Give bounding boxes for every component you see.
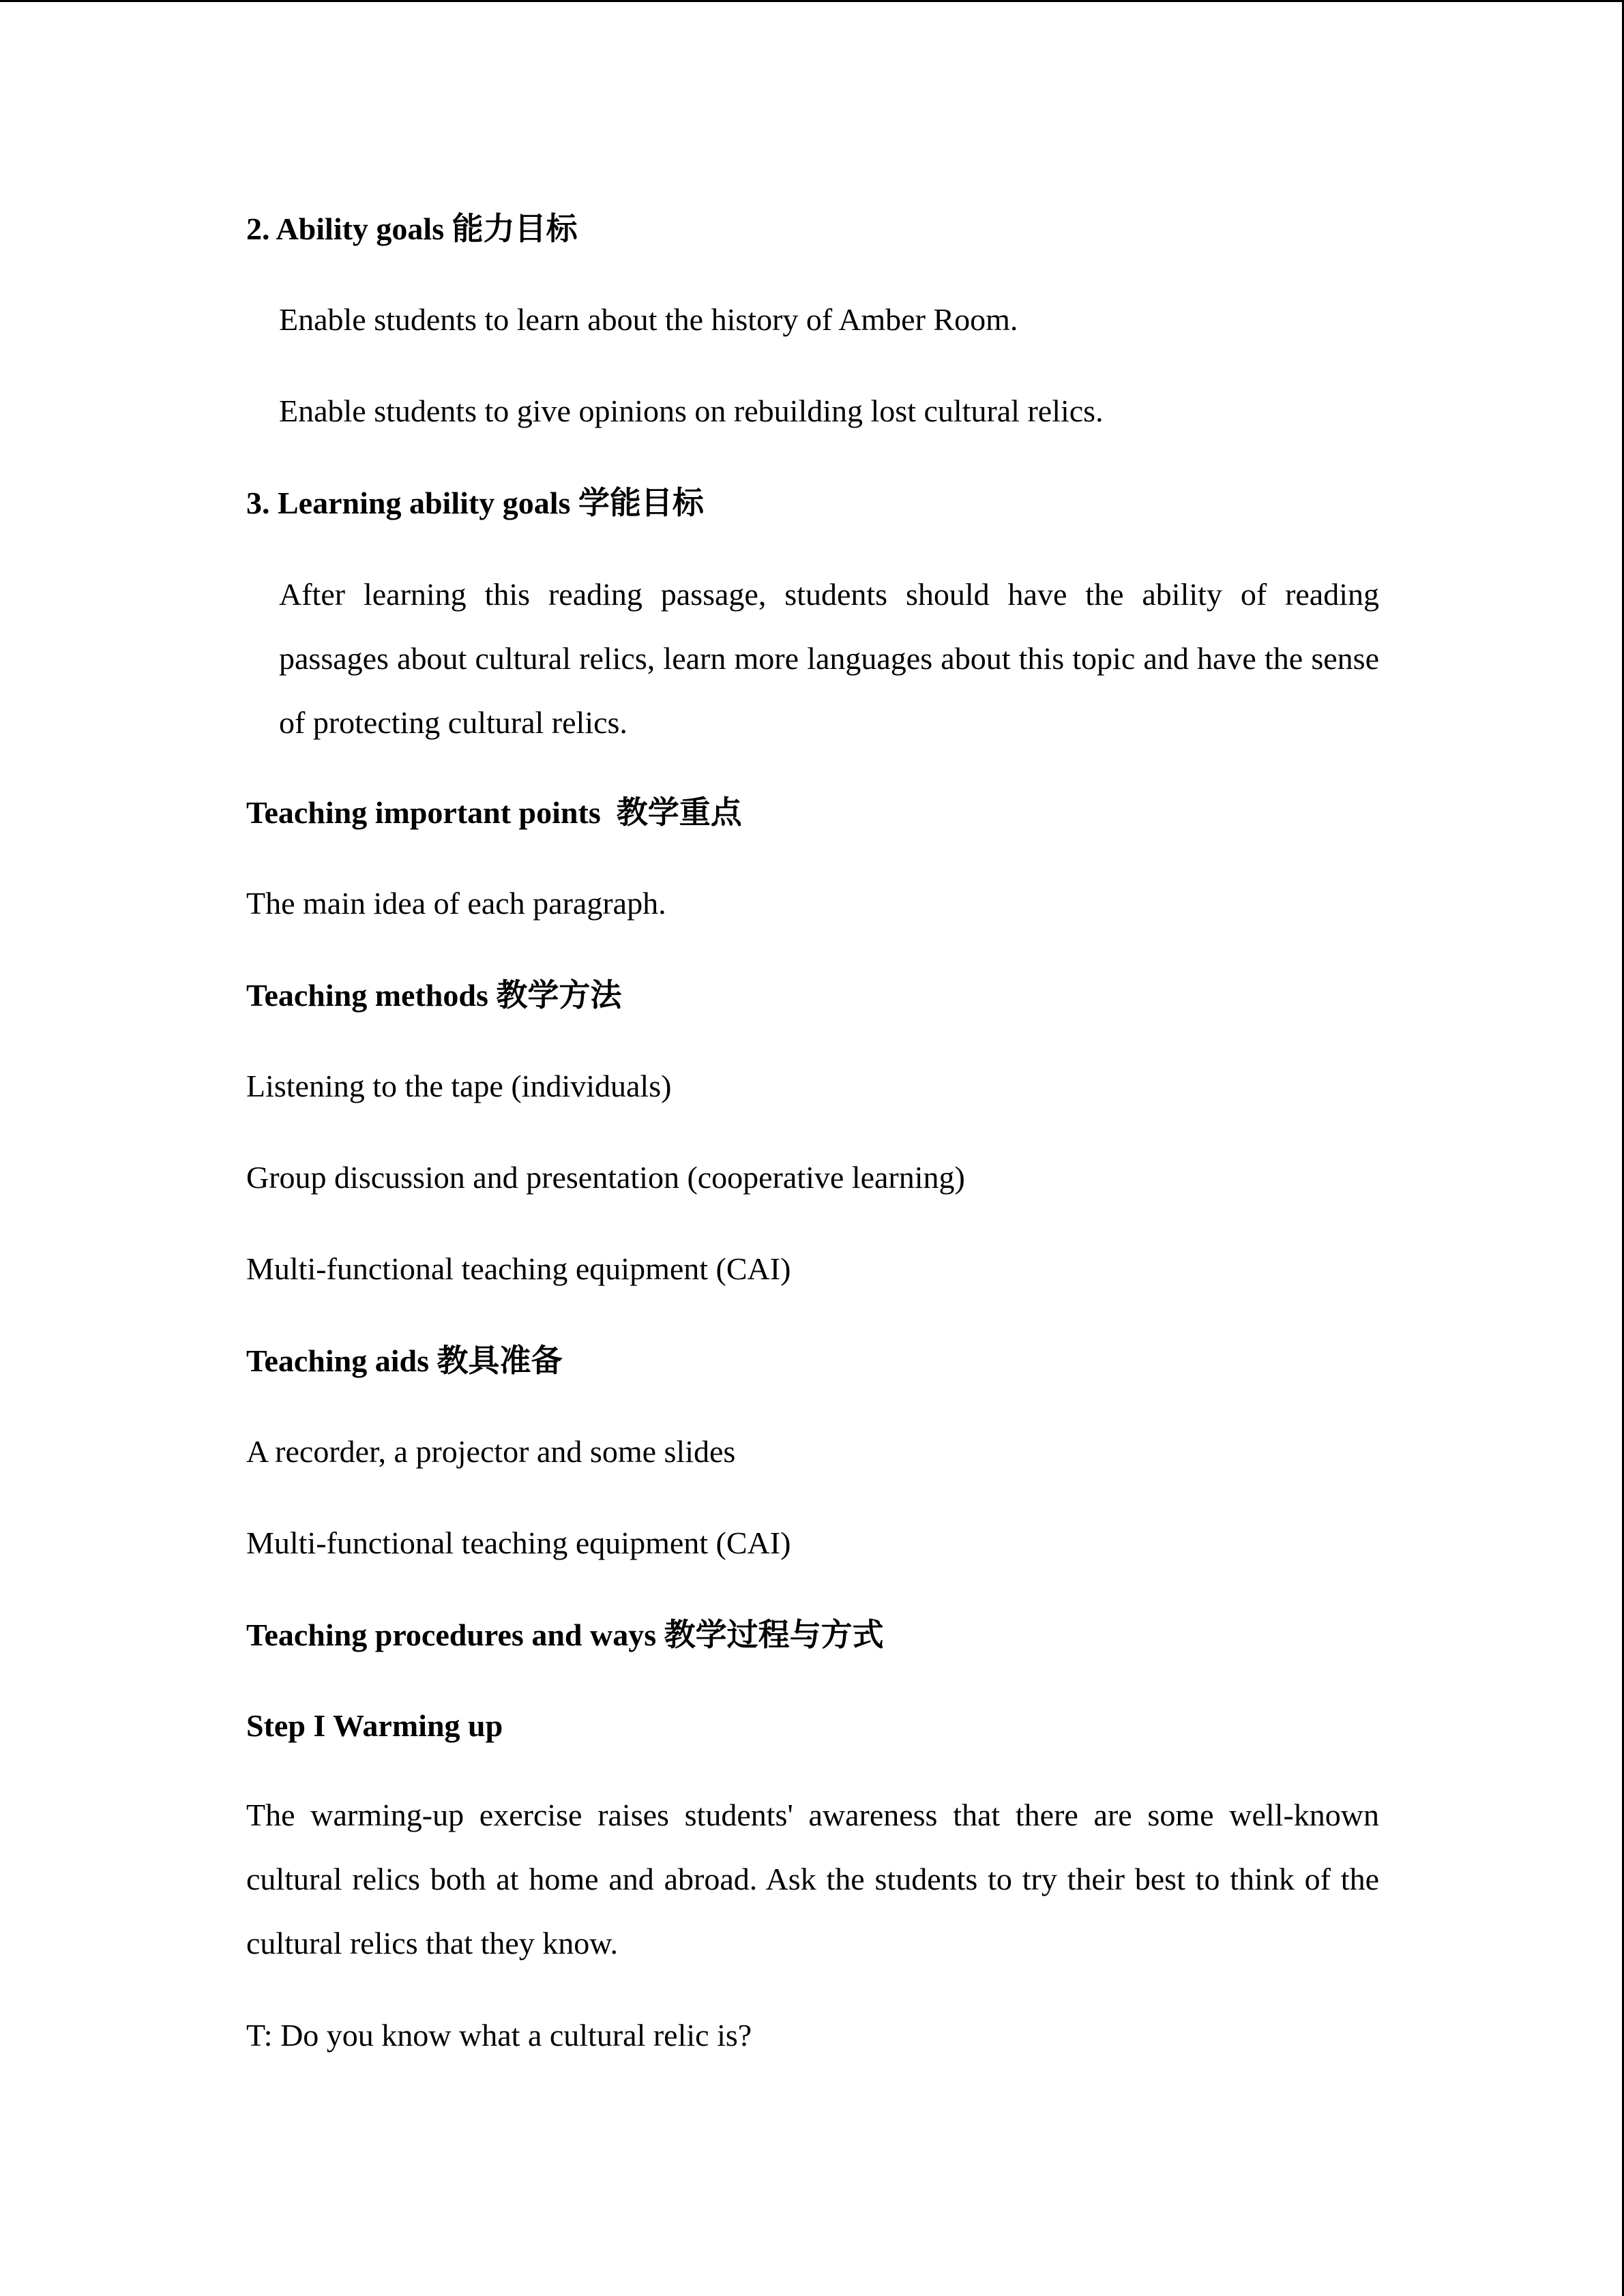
procedures-heading: [246, 1616, 884, 1653]
procedures-heading-zh: 教学过程与方式: [664, 1616, 884, 1653]
ability-goals-heading: [246, 210, 578, 247]
aids-heading-zh: 教具准备: [437, 1342, 563, 1379]
important-points-heading: [246, 796, 742, 829]
methods-heading: [246, 976, 622, 1013]
aid-item: Multi-functional teaching equipment (CAI): [246, 1525, 791, 1560]
ability-goals-heading-en: 2. Ability goals: [246, 211, 445, 246]
important-point-item: The main idea of each paragraph.: [246, 886, 666, 921]
important-points-heading-en: Teaching important points: [246, 795, 601, 830]
ability-goal-item: Enable students to give opinions on rebuilding lost cultural relics.: [279, 393, 1104, 428]
aids-heading: [246, 1342, 563, 1379]
learning-ability-goals-paragraph: After learning this reading passage, students should have the ability of reading passages about cultural relics, learn more languages about this topic and have the sense of protecting cultural relics.: [279, 577, 1379, 740]
aids-heading-en: Teaching aids: [246, 1343, 430, 1378]
step1-heading: Step I Warming up: [246, 1708, 503, 1743]
ability-goals-heading-zh: 能力目标: [452, 210, 578, 247]
procedures-heading-en: Teaching procedures and ways: [246, 1617, 657, 1652]
method-item: Listening to the tape (individuals): [246, 1069, 672, 1103]
important-points-heading-zh: 教学重点: [616, 794, 742, 831]
step1-paragraph: The warming-up exercise raises students' awareness that there are some well-known cultural relics both at home and abroad. Ask the students to try their best to think of the cultural relics that they know.: [246, 1798, 1379, 1960]
step1-question: T: Do you know what a cultural relic is?: [246, 2018, 752, 2053]
ability-goal-item: Enable students to learn about the history of Amber Room.: [279, 302, 1018, 337]
method-item: Group discussion and presentation (cooperative learning): [246, 1160, 965, 1195]
learning-ability-goals-heading-en: 3. Learning ability goals: [246, 486, 571, 520]
methods-heading-en: Teaching methods: [246, 978, 488, 1013]
aid-item: A recorder, a projector and some slides: [246, 1434, 736, 1469]
learning-ability-goals-heading: [246, 484, 704, 521]
methods-heading-zh: 教学方法: [496, 976, 622, 1013]
method-item: Multi-functional teaching equipment (CAI): [246, 1251, 791, 1286]
page-border-top: [0, 0, 1624, 2]
learning-ability-goals-heading-zh: 学能目标: [578, 484, 704, 521]
